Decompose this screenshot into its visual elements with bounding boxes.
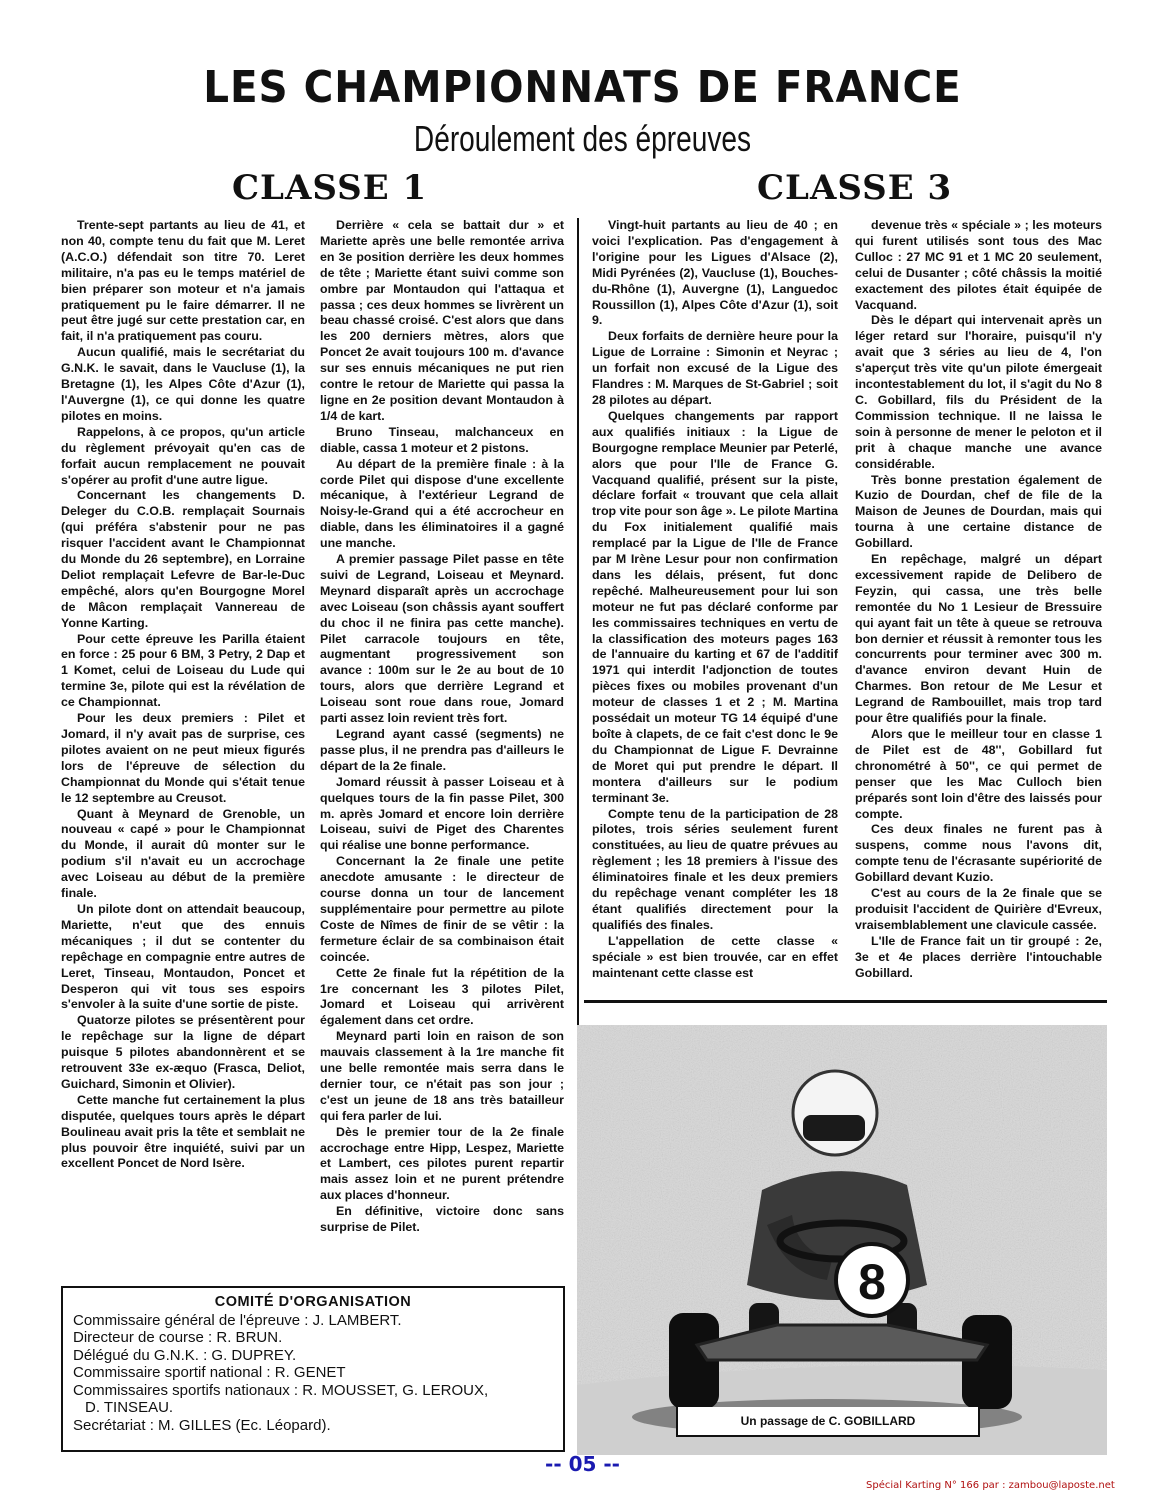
article-column-3 [592, 218, 838, 982]
article-column-4 [855, 218, 1102, 982]
committee-line: Commissaire général de l'épreuve : J. LAMBERT. [73, 1311, 402, 1329]
article-paragraph: L'Ile de France fait un tir groupé : 2e, 3e et 4e places derrière l'intouchable Gobillard. [855, 933, 1102, 980]
article-paragraph: Dès le premier tour de la 2e finale accrochage entre Hipp, Lespez, Mariette et Lambert, ces pilotes purent repartir mais assez loin et ne purent prétendre aux places d'honneur. [320, 1124, 564, 1203]
photo-caption: Un passage de C. GOBILLARD [676, 1407, 980, 1437]
article-paragraph: devenue très « spéciale » ; les moteurs qui furent utilisés sont tous des Mac Culloc : 27 MC 91 et 1 MC 20 seulement, celui de Dusanter ; côté châssis la moitié exactement des pilotes était équipée de Vacquand. [855, 218, 1102, 312]
article-column-1 [61, 218, 305, 1172]
article-paragraph: C'est au cours de la 2e finale que se produisit l'accident de Quirière d'Evreux, vraisemblablement une clavicule cassée. [855, 886, 1102, 932]
committee-box [61, 1286, 565, 1452]
article-paragraph: Cette 2e finale fut la répétition de la 1re concernant les 3 pilotes Pilet, Jomard et Loiseau qui arrivèrent également dans cet ordre. [320, 965, 564, 1028]
page-subtitle: Déroulement des épreuves [413, 118, 752, 159]
article-paragraph: L'appellation de cette classe « spéciale » est bien trouvée, car en effet maintenant cette classe est [592, 933, 838, 980]
article-paragraph: Meynard parti loin en raison de son mauvais classement à la 1re manche fit une belle remontée mais serra dans le dernier tour, ce n'était pas son jour ; c'est un jeune de 18 ans très batailleur qui fera parler de lui. [320, 1029, 564, 1123]
photo-frame [577, 1025, 1107, 1455]
committee-line: Délégué du G.N.K. : G. DUPREY. [73, 1346, 297, 1364]
kart-tire-rear-right [962, 1315, 1012, 1409]
section-divider [584, 1000, 1107, 1003]
article-paragraph: Concernant la 2e finale une petite anecdote amusante : le directeur de course donna un tour de lancement supplémentaire pour permettre au pilote Coste de Nîmes de finir de se vêtir : la fermeture éclair de sa combinaison était coincée. [320, 854, 564, 964]
article-paragraph: En repêchage, malgré un départ excessivement rapide de Delibero de Feyzin, qui cassa, une très belle remontée du No 1 Lesieur de Bressuire qui ayant fait un tête à queue se retrouva bon dernier et réussit à remonter tous les concurrents pour terminer avec 300 m. d'avance environ devant Huin de Charmes. Bon retour de Me Lesur et Legrand de Rambouillet, mais trop tard pour être qualifiés pour la finale. [855, 552, 1102, 726]
article-paragraph: Rappelons, à ce propos, qu'un article du règlement prévoyait qu'en cas de forfait aucun remplacement ne pouvait s'opérer au profit d'une autre ligue. [61, 424, 305, 487]
article-paragraph: Legrand ayant cassé (segments) ne passe plus, il ne prendra pas d'ailleurs le départ de la 2e finale. [320, 727, 564, 773]
article-paragraph: A premier passage Pilet passe en tête suivi de Legrand, Loiseau et Meynard. Meynard disparaît après un accrochage avec Loiseau (son châssis ayant souffert du choc il ne finira pas cette manche). Pilet carracole toujours en tête, augmentant progressivement son avance : 100m sur le 2e au bout de 10 tours, alors que derrière Legrand et Loiseau sont roue dans roue, Jomard parti assez loin revient très fort. [320, 552, 564, 726]
article-paragraph: Quant à Meynard de Grenoble, un nouveau « capé » pour le Championnat du Monde, il aurait dû monter sur le podium s'il n'avait eu un accrochage avec Loiseau au début de la première finale. [61, 806, 305, 901]
article-paragraph: Quelques changements par rapport aux qualifiés initiaux : la Ligue de Bourgogne remplace Meunier par Peterlé, alors que pour l'Ile de France G. Vacquand qualifié, présent sur la piste, déclare forfait « trouvant que cela allait trop vite pour son âge ». Le pilote Martina du Fox initialement qualifié mais remplacé par la Ligue de l'Ile de France par M Irène Lesur pour non confirmation dans les délais, présent, fut donc repêché. Malheureusement pour lui son moteur ne fut pas déclaré conforme par les commissaires techniques en vertu de la classification des moteurs pages 163 de l'annuaire du karting et 67 de l'additif 1971 qui interdit l'adjonction de toutes pièces fixes ou mobiles provenant d'un moteur de classes 1 et 2 ; M. Martina possédait un moteur TG 14 équipé d'une boîte à clapets, de ce fait c'est donc le 9e du Championnat de Ligue F. Devrainne de Moret qui put prendre le départ. Il montera d'ailleurs sur le podium terminant 3e. [592, 408, 838, 805]
driver-helmet [793, 1071, 877, 1155]
article-paragraph: Concernant les changements D. Deleger du C.O.B. remplaçait Sournais (qui préféra s'abstenir pour ne pas risquer l'accident avant le Championnat du Monde du 26 septembre), en Lorraine Deliot remplaçait Lefevre de Bar-le-Duc empêché, alors qu'en Bourgogne Morel de Mâcon remplaçait Vannereau de Yonne Karting. [61, 488, 305, 630]
committee-title: COMITÉ D'ORGANISATION [214, 1294, 412, 1310]
article-paragraph: Pour cette épreuve les Parilla étaient en force : 25 pour 6 BM, 3 Petry, 2 Dap et 1 Komet, celui de Loiseau du Lude qui termine 3e, pilote qui est la révélation de ce Championnat. [61, 631, 305, 710]
article-paragraph: Pour les deux premiers : Pilet et Jomard, il n'y avait pas de surprise, ces pilotes avaient on ne peut mieux figurés lors de l'épreuve de sélection du Championnat du Monde qui s'était tenue le 12 septembre au Creusot. [61, 711, 305, 805]
article-column-2 [320, 218, 564, 1236]
article-paragraph: Un pilote dont on attendait beaucoup, Mariette, n'eut que des ennuis mécaniques ; il dut se contenter du repêchage en compagnie entre autres de Leret, Tinseau, Montaudon, Poncet et Desperon qui vit tous ses espoirs s'envoler à la suite d'une sortie de piste. [61, 901, 305, 1012]
article-paragraph: Bruno Tinseau, malchanceux en diable, cassa 1 moteur et 2 pistons. [320, 424, 564, 455]
article-paragraph: Derrière « cela se battait dur » et Mariette après une belle remontée arriva en 3e position derrière les deux hommes de tête ; Mariette étant suivi comme son ombre par Montaudon qui l'attaqua et passa ; ces deux hommes se livrèrent un beau chassé croisé. C'est alors que dans les 200 derniers mètres, alors que Poncet 2e avait toujours 100 m. d'avance sur ses ennuis mécaniques ne put rien contre le retour de Mariette qui passa la ligne en 2e position devant Montaudon à 1/4 de kart. [320, 218, 564, 423]
kart-photo [577, 1025, 1107, 1455]
article-paragraph: Très bonne prestation également de Kuzio de Dourdan, chef de file de la Maison de Jeunes de Dourdan, mais qui tourna à une certaine distance de Gobillard. [855, 472, 1102, 551]
article-paragraph: Jomard réussit à passer Loiseau et à quelques tours de la fin passe Pilet, 300 m. après Jomard et encore loin derrière Loiseau, suivi de Piget des Charentes qui réalise une bonne performance. [320, 774, 564, 853]
driver-visor [803, 1115, 865, 1141]
page-title: LES CHAMPIONNATS DE FRANCE [203, 62, 962, 113]
article-paragraph: Cette manche fut certainement la plus disputée, quelques tours après le départ Boulineau avait pris la tête et semblait ne plus pouvoir être inquiété, suivi par un excellent Poncet de Nord Isère. [61, 1092, 305, 1171]
committee-line: D. TINSEAU. [85, 1399, 174, 1416]
article-paragraph: Au départ de la première finale : à la corde Pilet qui dispose d'une excellente mécanique, à l'extérieur Legrand de Noisy-le-Grand qui a été accrocheur en diable, dans les éliminatoires il a gagné une manche. [320, 456, 564, 551]
article-paragraph: Quatorze pilotes se présentèrent pour le repêchage sur la ligne de départ puisque 5 pilotes abandonnèrent et se retrouvent 33e ex-æquo (Frasca, Deliot, Guichard, Simonin et Olivier). [61, 1013, 305, 1091]
article-paragraph: Trente-sept partants au lieu de 41, et non 40, compte tenu du fait que M. Leret (A.C.O.) défendait son titre 70. Leret militaire, n'a pas eu le temps matériel de bien préparer son moteur et n'a jamais pratiquement pu le faire démarrer. Il ne peut être jugé sur cette prestation car, en fait, il n'a pratiquement pas couru. [61, 218, 305, 344]
committee-line: Secrétariat : M. GILLES (Ec. Léopard). [73, 1416, 331, 1434]
footer-credit: Spécial Karting N° 166 par : zambou@laposte.net [866, 1480, 1115, 1491]
article-paragraph: Alors que le meilleur tour en classe 1 de Pilet est de 48'', Gobillard fut chronométré à 50'', ce qui permet de penser que les Mac Culloch bien préparés sont loin d'être des laissés pour compte. [855, 727, 1102, 821]
committee-line: Commissaire sportif national : R. GENET [73, 1364, 346, 1381]
article-paragraph: En définitive, victoire donc sans surprise de Pilet. [320, 1204, 564, 1235]
classe1-heading: CLASSE 1 [232, 168, 428, 208]
article-paragraph: Ces deux finales ne furent pas à suspens, comme nous l'avons dit, compte tenu de l'écrasante supériorité de Gobillard devant Kuzio. [855, 822, 1102, 885]
article-paragraph: Deux forfaits de dernière heure pour la Ligue de Lorraine : Simonin et Neyrac ; un forfait non excusé de la Ligue des Flandres : M. Marques de St-Gabriel ; soit 28 pilotes au départ. [592, 329, 838, 407]
article-paragraph: Aucun qualifié, mais le secrétariat du G.N.K. le savait, dans le Vaucluse (1), la Bretagne (1), les Alpes Côte d'Azur (1), l'Auvergne (1), ce qui donne les quatre pilotes en moins. [61, 345, 305, 423]
article-paragraph: Vingt-huit partants au lieu de 40 ; en voici l'explication. Pas d'engagement à l'origine pour les Ligues d'Alsace (2), Midi Pyrénées (2), Vaucluse (1), Bouches-du-Rhône (1), Auvergne (1), Languedoc Roussillon (1), Alpes Côte d'Azur (1), soit 9. [592, 218, 838, 328]
kart-number: 8 [858, 1254, 886, 1310]
committee-line: Directeur de course : R. BRUN. [73, 1329, 283, 1346]
article-paragraph: Dès le départ qui intervenait après un léger retard sur l'horaire, puisqu'il n'y avait que 3 séries au lieu de 4, l'on s'aperçut très vite qu'un pilote émergeait incontestablement du lot, il s'agit du No 8 C. Gobillard, fils du Président de la Commission technique. Il ne laissa le soin à personne de mener le peloton et il prit à chaque manche une avance considérable. [855, 313, 1102, 471]
committee-line: Commissaires sportifs nationaux : R. MOUSSET, G. LEROUX, [73, 1381, 489, 1399]
article-paragraph: Compte tenu de la participation de 28 pilotes, trois séries seulement furent constituées, au lieu de quatre prévues au règlement ; les 18 premiers à l'issue des éliminatoires finale et les deux premiers du repêchage venant compléter les 18 étant qualifiés directement pour la qualifiés des finales. [592, 806, 838, 932]
classe3-heading: CLASSE 3 [757, 168, 953, 208]
page-number: -- 05 -- [545, 1452, 620, 1476]
